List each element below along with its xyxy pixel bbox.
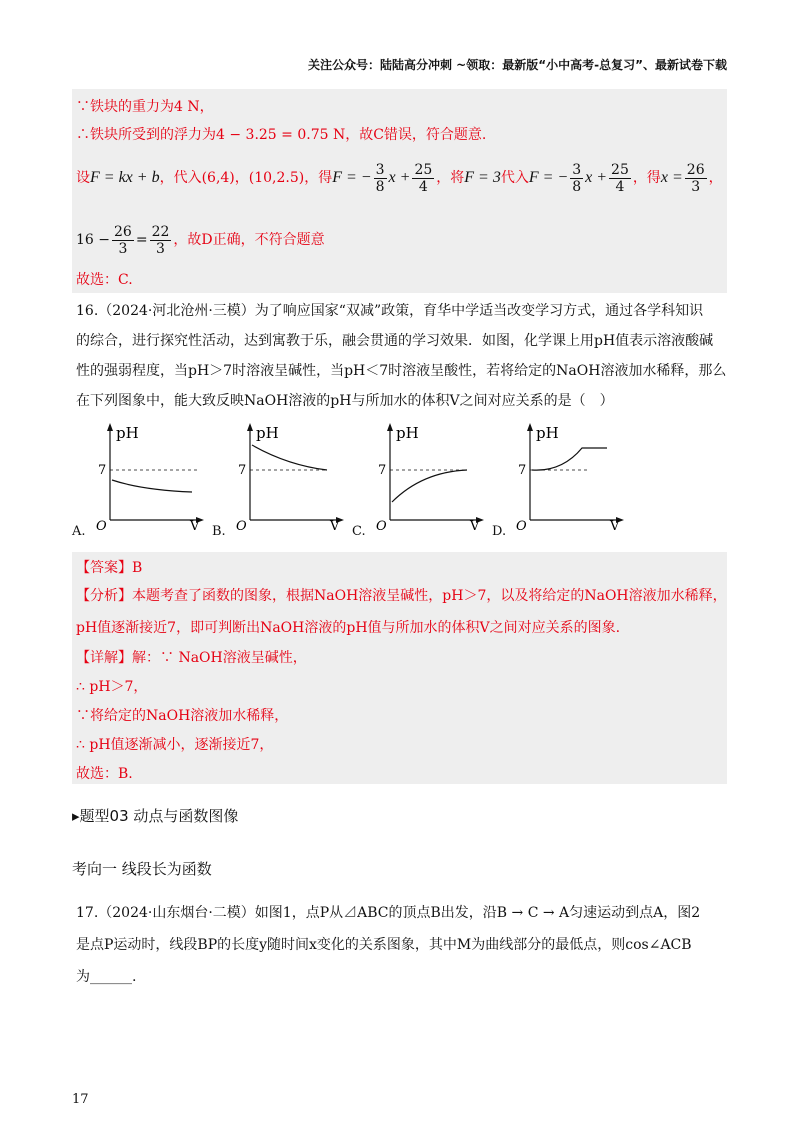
graph-a-svg [72, 420, 212, 530]
origin-label: O [236, 519, 247, 530]
graph-option-b [212, 420, 352, 550]
fraction-26-3: $\frac{26}{3}$ [686, 161, 705, 195]
y-label: pH [256, 424, 279, 442]
fraction-3-8: $\frac{3}{8}$ [375, 161, 385, 195]
graph-option-a [72, 420, 212, 550]
q15-line4: 16 − $\frac{26}{3}$ = $\frac{22}{3}$ ，故D正确，不符合题意 [76, 223, 325, 257]
option-b-label: B. [212, 524, 226, 539]
ph-curve [532, 448, 607, 470]
q15-line2: ∴铁块所受到的浮力为4 − 3.25 = 0.75 N，故C错误，符合题意. [76, 127, 487, 143]
q16-line4: 在下列图象中，能大致反映NaOH溶液的pH与所加水的体积V之间对应关系的是（ ） [76, 393, 614, 409]
q16-line2: 的综合，进行探究性活动，达到寓教于乐，融会贯通的学习效果．如图，化学课上用pH值表示溶液酸碱 [76, 333, 714, 349]
fraction-22-3: $\frac{22}{3}$ [151, 223, 170, 257]
graph-b-svg [212, 420, 352, 530]
fraction-26-3-b: $\frac{26}{3}$ [114, 223, 132, 257]
section-title: ▸题型03 动点与函数图像 [72, 807, 239, 825]
seven-label: 7 [98, 463, 107, 478]
origin-label: O [376, 519, 387, 530]
q17-line1: 17.（2024·山东烟台·二模）如图1，点P从⊿ABC的顶点B出发，沿B → C → A匀速运动到点A，图2 [76, 905, 701, 921]
q15-line3: 设F = kx + b，代入(6,4)，(10,2.5)，得F = − $\frac{3}{8}$ x + $\frac{25}{4}$ ，将F = 3代入F = − $\frac{3}{8}$ x + $\frac{25}{4}$ ，得x = $\frac{26}{3}$ ， [76, 161, 723, 195]
y-label: pH [116, 424, 139, 442]
q16-answer: 【答案】B [76, 560, 143, 576]
q16-line1: 16.（2024·河北沧州·三模）为了响应国家“双减”政策，育华中学适当改变学习方式，通过各学科知识 [76, 303, 704, 319]
q16-graph-options [72, 420, 652, 550]
x-label: V [610, 519, 620, 530]
fraction-25-4-b: $\frac{25}{4}$ [611, 161, 629, 195]
option-a-label: A. [72, 524, 86, 539]
origin-label: O [96, 519, 107, 530]
graph-c-svg [352, 420, 492, 530]
q16-analysis2: pH值逐渐接近7，即可判断出NaOH溶液的pH值与所加水的体积V之间对应关系的图象. [76, 620, 621, 636]
q16-detail2: ∴ pH＞7， [76, 679, 148, 695]
option-d-label: D. [492, 524, 507, 539]
fraction-25-4: $\frac{25}{4}$ [414, 161, 433, 195]
ph-curve [252, 445, 327, 470]
seven-label: 7 [518, 463, 527, 478]
q17-line3: 为______. [76, 969, 137, 985]
ph-curve [112, 480, 192, 492]
q15-line5: 故选：C. [76, 272, 133, 288]
ph-curve [392, 470, 467, 502]
q16-detail4: ∴ pH值逐渐减小，逐渐接近7， [76, 737, 274, 753]
graph-option-c [352, 420, 492, 550]
q15-line1: ∵铁块的重力为4 N， [76, 99, 214, 115]
x-label: V [190, 519, 200, 530]
q16-detail1: 【详解】解：∵ NaOH溶液呈碱性， [76, 650, 307, 666]
q16-detail5: 故选：B. [76, 766, 133, 782]
seven-label: 7 [238, 463, 247, 478]
x-label: V [330, 519, 340, 530]
page-header: 关注公众号：陆陆高分冲刺 ~领取：最新版“小中高考-总复习”、最新试卷下载 [308, 58, 727, 72]
section-subtitle: 考向一 线段长为函数 [72, 860, 212, 878]
q16-analysis1: 【分析】本题考查了函数的图象，根据NaOH溶液呈碱性，pH＞7，以及将给定的NaOH溶液加水稀释， [76, 588, 727, 604]
q16-line3: 性的强弱程度，当pH＞7时溶液呈碱性，当pH＜7时溶液呈酸性，若将给定的NaOH溶液加水稀释，那么 [76, 363, 727, 379]
graph-option-d [492, 420, 632, 550]
graph-d-svg [492, 420, 632, 530]
q16-detail3: ∵将给定的NaOH溶液加水稀释， [76, 708, 289, 724]
option-c-label: C. [352, 524, 366, 539]
q17-line2: 是点P运动时，线段BP的长度y随时间x变化的关系图象，其中M为曲线部分的最低点，则cos∠ACB [76, 937, 692, 953]
y-axis-arrow [247, 423, 253, 431]
seven-label: 7 [378, 463, 387, 478]
y-axis-arrow [387, 423, 393, 431]
y-label: pH [396, 424, 419, 442]
origin-label: O [516, 519, 527, 530]
fraction-3-8-b: $\frac{3}{8}$ [572, 161, 582, 195]
y-label: pH [536, 424, 559, 442]
y-axis-arrow [527, 423, 533, 431]
page-number: 17 [72, 1092, 89, 1107]
x-label: V [470, 519, 480, 530]
y-axis-arrow [107, 423, 113, 431]
